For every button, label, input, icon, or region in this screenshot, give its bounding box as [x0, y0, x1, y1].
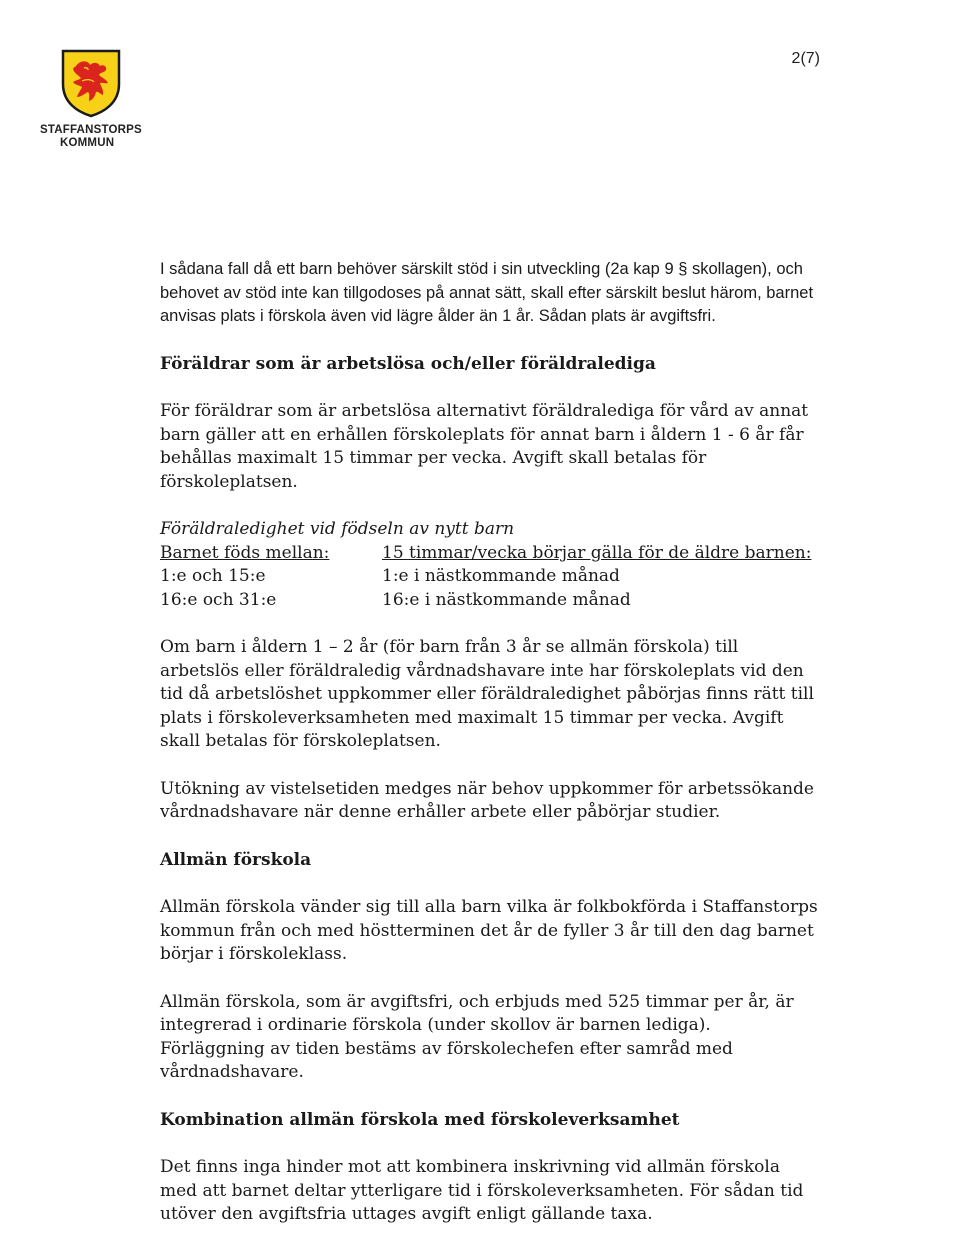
section1-paragraph: För föräldrar som är arbetslösa alternativt föräldralediga för vård av annat barn gäller att en erhållen förskoleplats för annat barn i åldern 1 - 6 år får behållas maximalt 15 timmar per vecka. Avgift skall betalas för förskoleplatsen. [160, 401, 809, 492]
municipality-logo [40, 48, 150, 150]
section3-paragraph: Det finns inga hinder mot att kombinera inskrivning vid allmän förskola med att barnet deltar ytterligare tid i förskoleverksamheten. För sådan tid utöver den avgiftsfria uttages avgift enligt gällande taxa. [160, 1157, 804, 1224]
coat-of-arms-icon [60, 48, 122, 118]
document-body [160, 258, 820, 1251]
table-header-right: 15 timmar/vecka börjar gälla för de äldre barnen: [382, 542, 812, 563]
table-row-1-right: 1:e i nästkommande månad [382, 566, 620, 586]
table-row-2-right: 16:e i nästkommande månad [382, 589, 631, 610]
page-number: 2(7) [791, 50, 820, 67]
section2-paragraph2: Allmän förskola, som är avgiftsfri, och erbjuds med 525 timmar per år, är integrerad i ordinarie förskola (under skollov är barnen lediga). Förläggning av tiden bestäms av förskolechefen efter samråd med vårdnadshavare. [160, 991, 794, 1082]
table-header-left: Barnet föds mellan: [160, 542, 330, 563]
section-heading-general-preschool: Allmän förskola [160, 849, 312, 870]
table-row-2-left: 16:e och 31:e [160, 589, 277, 610]
logo-text [40, 124, 150, 150]
table-row-1-left: 1:e och 15:e [160, 566, 266, 586]
birth-date-table [160, 542, 820, 613]
section1-paragraph3: Utökning av vistelsetiden medges när behov uppkommer för arbetssökande vårdnadshavare när denne erhåller arbete eller påbörjar studier. [160, 778, 814, 822]
logo-text-line1: STAFFANSTORPS [40, 124, 142, 136]
section1-paragraph2: Om barn i åldern 1 – 2 år (för barn från 3 år se allmän förskola) till arbetslös eller föräldraledig vårdnadshavare inte har förskoleplats vid den tid då arbetslöshet uppkommer eller föräldraledighet påbörjas finns rätt till plats i förskoleverksamheten med maximalt 15 timmar per vecka. Avgift skall betalas för förskoleplatsen. [160, 637, 814, 751]
logo-text-line2: KOMMUN [60, 137, 115, 149]
section-heading-combination: Kombination allmän förskola med förskoleverksamhet [160, 1109, 680, 1130]
section-heading-unemployed-parents: Föräldrar som är arbetslösa och/eller föräldralediga [160, 353, 656, 374]
intro-paragraph: I sådana fall då ett barn behöver särskilt stöd i sin utveckling (2a kap 9 § skollagen), och behovet av stöd inte kan tillgodoses på annat sätt, skall efter särskilt beslut härom, barnet anvisas plats i förskola även vid lägre ålder än 1 år. Sådan plats är avgiftsfri. [160, 260, 814, 325]
subheading-parental-leave: Föräldraledighet vid födseln av nytt barn [160, 519, 515, 539]
section2-paragraph1: Allmän förskola vänder sig till alla barn vilka är folkbokförda i Staffanstorps kommun från och med höstterminen det år de fyller 3 år till den dag barnet börjar i förskoleklass. [160, 897, 818, 964]
